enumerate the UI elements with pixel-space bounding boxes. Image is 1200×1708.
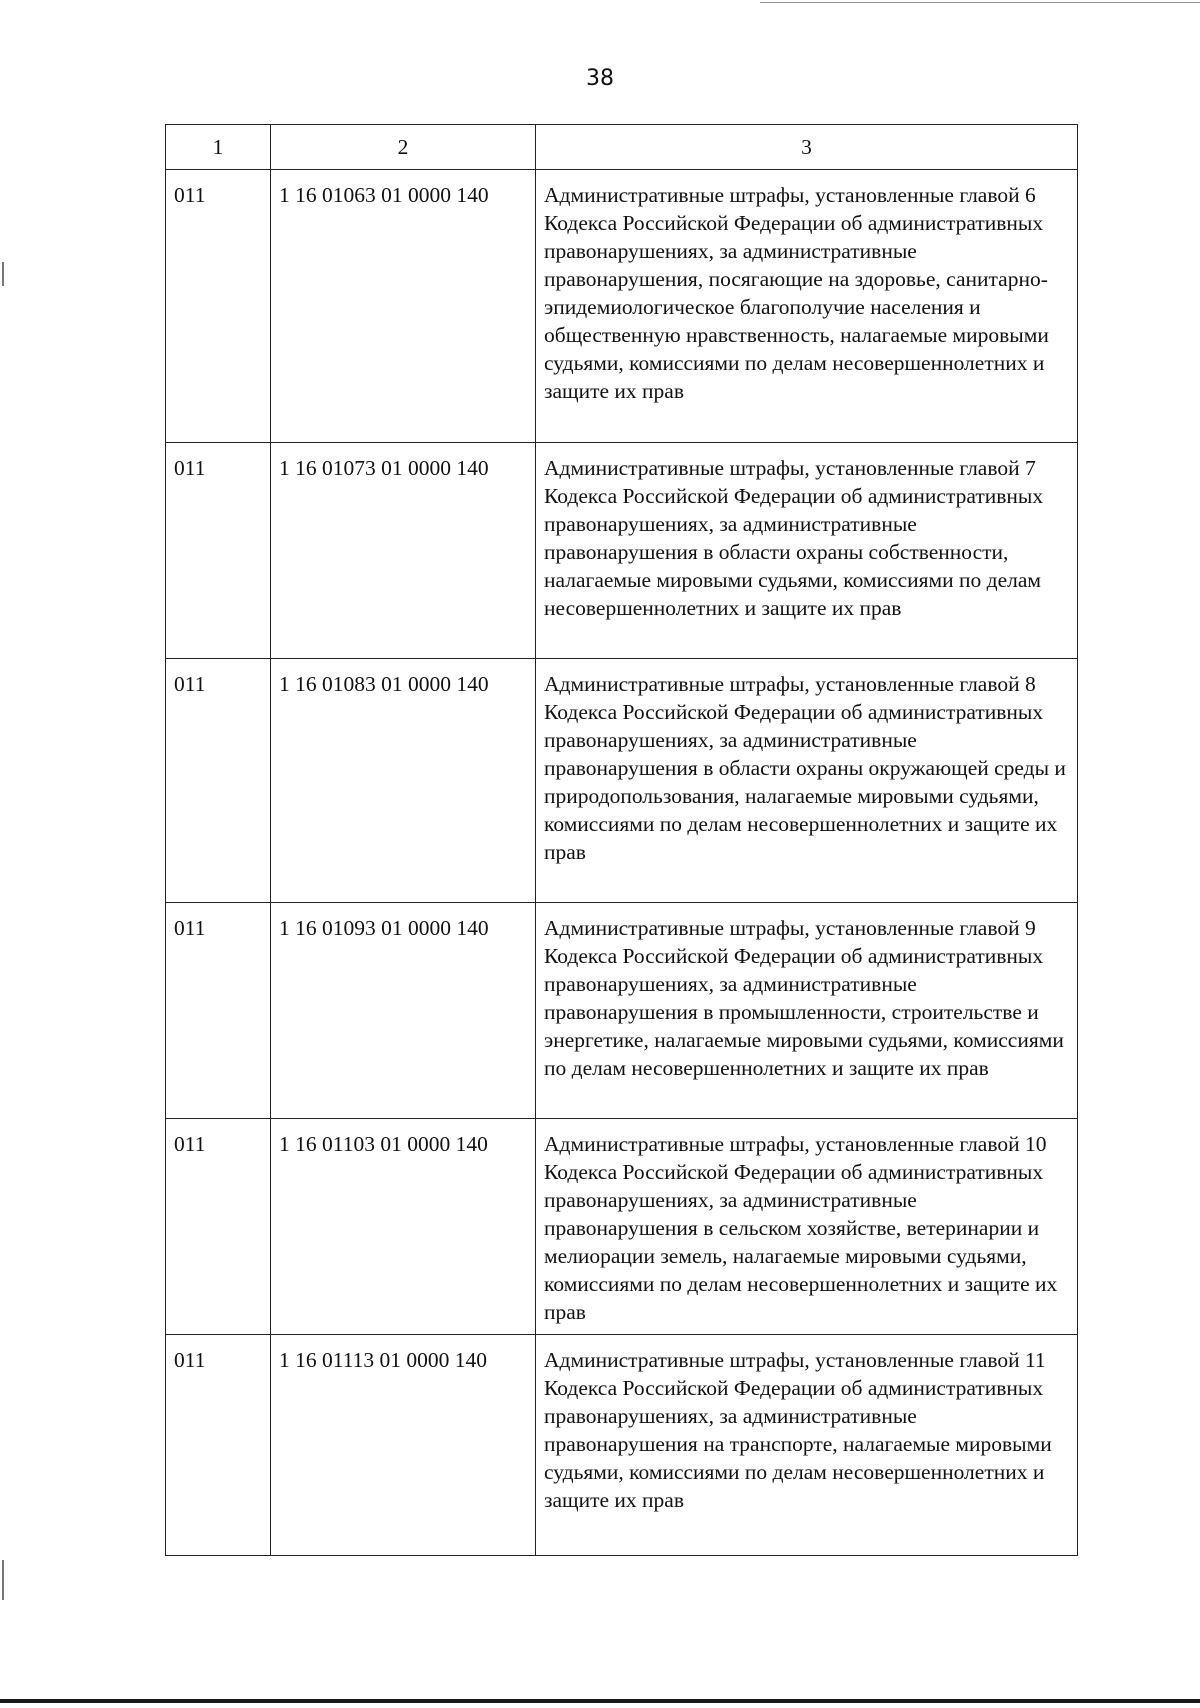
description-cell: Административные штрафы, установленные главой 6 Кодекса Российской Федерации об административных правонарушениях, за административные правонарушения, посягающие на здоровье, санитарно-эпидемиологическое благополучие населения и общественную нравственность, налагаемые мировыми судьями, комиссиями по делам несовершеннолетних и защите их прав	[536, 170, 1078, 443]
budget-code-cell: 1 16 01103 01 0000 140	[271, 1119, 536, 1335]
table-row	[166, 1335, 1078, 1556]
column-header-1: 1	[166, 125, 271, 170]
column-header-3: 3	[536, 125, 1078, 170]
description-cell: Административные штрафы, установленные главой 9 Кодекса Российской Федерации об административных правонарушениях, за административные правонарушения в промышленности, строительстве и энергетике, налагаемые мировыми судьями, комиссиями по делам несовершеннолетних и защите их прав	[536, 903, 1078, 1119]
admin-code-cell: 011	[166, 443, 271, 659]
table-header-row	[166, 125, 1078, 170]
table-row	[166, 443, 1078, 659]
column-header-2: 2	[271, 125, 536, 170]
admin-code-cell: 011	[166, 170, 271, 443]
budget-code-cell: 1 16 01063 01 0000 140	[271, 170, 536, 443]
page-number: 38	[586, 66, 614, 91]
table-row	[166, 1119, 1078, 1335]
table-row	[166, 659, 1078, 903]
description-cell: Административные штрафы, установленные главой 10 Кодекса Российской Федерации об административных правонарушениях, за административные правонарушения в сельском хозяйстве, ветеринарии и мелиорации земель, налагаемые мировыми судьями, комиссиями по делам несовершеннолетних и защите их прав	[536, 1119, 1078, 1335]
description-cell: Административные штрафы, установленные главой 11 Кодекса Российской Федерации об административных правонарушениях, за административные правонарушения на транспорте, налагаемые мировыми судьями, комиссиями по делам несовершеннолетних и защите их прав	[536, 1335, 1078, 1556]
table-row	[166, 903, 1078, 1119]
admin-code-cell: 011	[166, 659, 271, 903]
scan-artifact-left-1	[2, 262, 4, 286]
budget-code-cell: 1 16 01073 01 0000 140	[271, 443, 536, 659]
table-row	[166, 170, 1078, 443]
admin-code-cell: 011	[166, 903, 271, 1119]
scan-artifact-bottom	[0, 1699, 1200, 1703]
description-cell: Административные штрафы, установленные главой 8 Кодекса Российской Федерации об административных правонарушениях, за административные правонарушения в области охраны окружающей среды и природопользования, налагаемые мировыми судьями, комиссиями по делам несовершеннолетних и защите их прав	[536, 659, 1078, 903]
scan-artifact-top	[760, 2, 1200, 3]
budget-code-cell: 1 16 01093 01 0000 140	[271, 903, 536, 1119]
description-cell: Административные штрафы, установленные главой 7 Кодекса Российской Федерации об административных правонарушениях, за административные правонарушения в области охраны собственности, налагаемые мировыми судьями, комиссиями по делам несовершеннолетних и защите их прав	[536, 443, 1078, 659]
budget-code-cell: 1 16 01113 01 0000 140	[271, 1335, 536, 1556]
scan-artifact-left-2	[2, 1560, 4, 1600]
document-table	[165, 124, 1078, 1556]
budget-code-cell: 1 16 01083 01 0000 140	[271, 659, 536, 903]
admin-code-cell: 011	[166, 1335, 271, 1556]
admin-code-cell: 011	[166, 1119, 271, 1335]
